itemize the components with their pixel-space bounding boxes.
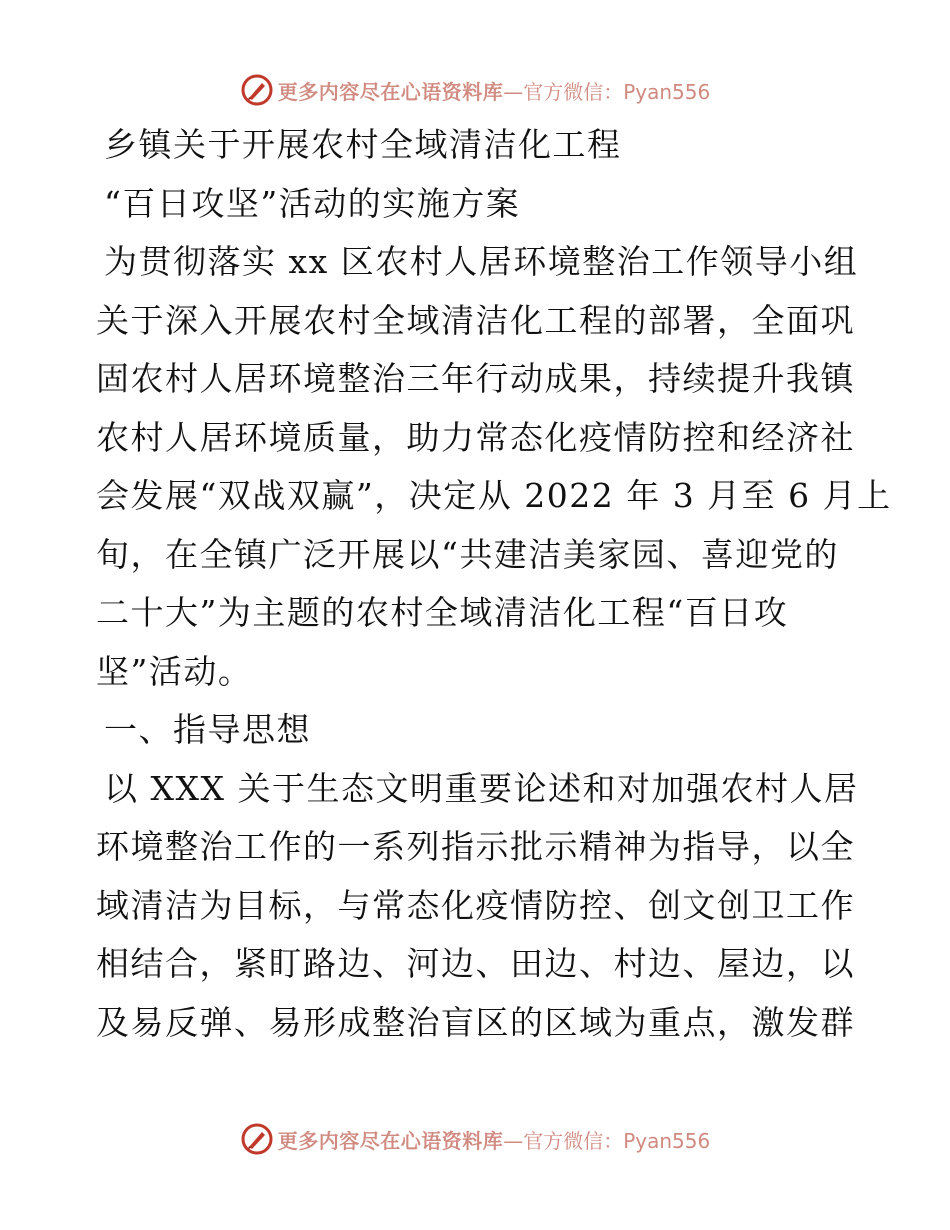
paragraph-line: 及易反弹、易形成整治盲区的区域为重点，激发群 xyxy=(96,1002,855,1042)
pen-logo-icon xyxy=(240,73,274,107)
banner-contact: —官方微信：Pyan556 xyxy=(503,79,711,104)
banner-text: 更多内容尽在心语资料库 xyxy=(277,1128,504,1153)
paragraph-line: 坚”活动。 xyxy=(96,651,253,691)
header-banner xyxy=(0,70,950,110)
pen-logo-icon xyxy=(240,1122,274,1156)
paragraph-line: 二十大”为主题的农村全域清洁化工程“百日攻 xyxy=(96,593,789,632)
paragraph-line: 域清洁为目标，与常态化疫情防控、创文创卫工作 xyxy=(96,885,855,925)
banner-contact: —官方微信：Pyan556 xyxy=(503,1128,711,1153)
footer-banner xyxy=(0,1119,950,1159)
paragraph-line: 会发展“双战双赢”，决定从 2022 年 3 月至 6 月上 xyxy=(96,476,892,515)
paragraph-line: 相结合，紧盯路边、河边、田边、村边、屋边，以 xyxy=(96,944,855,983)
paragraph-line: 环境整治工作的一系列指示批示精神为指导，以全 xyxy=(96,827,855,866)
paragraph-line: 以 XXX 关于生态文明重要论述和对加强农村人居 xyxy=(104,768,859,808)
paragraph-line: 固农村人居环境整治三年行动成果，持续提升我镇 xyxy=(96,359,855,398)
banner-text: 更多内容尽在心语资料库 xyxy=(277,79,504,104)
section-heading: 一、指导思想 xyxy=(104,710,311,749)
paragraph-line: 农村人居环境质量，助力常态化疫情防控和经济社 xyxy=(96,417,855,457)
paragraph-line: 关于深入开展农村全域清洁化工程的部署，全面巩 xyxy=(96,300,855,340)
document-body xyxy=(96,116,892,1052)
document-title-line-1: 乡镇关于开展农村全域清洁化工程 xyxy=(104,125,622,164)
paragraph-line: 为贯彻落实 xx 区农村人居环境整治工作领导小组 xyxy=(104,242,859,281)
document-title-line-2: “百日攻坚”活动的实施方案 xyxy=(104,183,521,223)
paragraph-line: 旬，在全镇广泛开展以“共建洁美家园、喜迎党的 xyxy=(96,534,839,574)
